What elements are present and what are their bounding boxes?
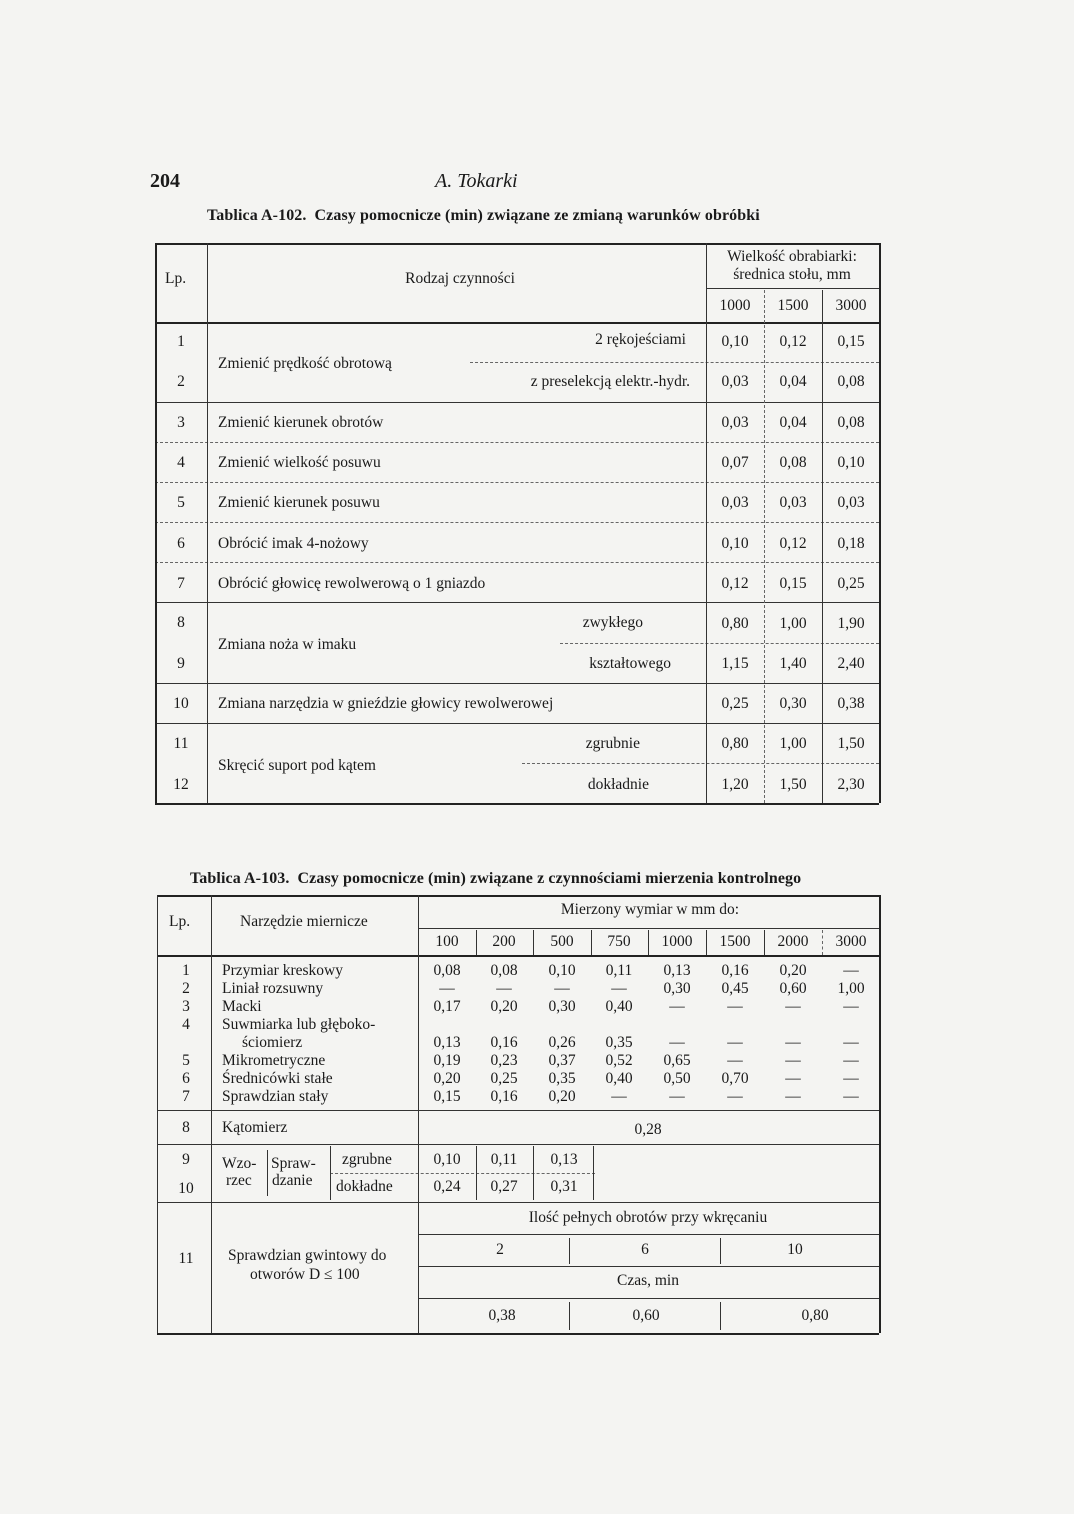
table2-head-rule <box>157 955 879 957</box>
table1-lp: 5 <box>177 494 185 511</box>
table2-size-rule <box>418 928 879 929</box>
table2-top-rule <box>157 895 879 897</box>
table2-cell: 0,11 <box>490 1151 518 1168</box>
table1-row-label: Zmiana narzędzia w gnieździe głowicy rewolwerowej <box>218 695 554 712</box>
table1-cell: 1,50 <box>837 735 865 752</box>
table2-cell: — <box>843 1070 859 1087</box>
table2-cell: 0,80 <box>801 1307 829 1324</box>
table1-right-border <box>879 243 881 803</box>
table2-col-divider <box>569 1238 570 1264</box>
table1-lp: 4 <box>177 454 185 471</box>
table2-cell: — <box>785 1070 801 1087</box>
table2-cell: 1,00 <box>837 980 865 997</box>
table1-cell: 1,00 <box>779 615 807 632</box>
table1-lp: 9 <box>177 655 185 672</box>
table1-cell: 0,03 <box>837 494 865 511</box>
table2-cell: 0,26 <box>548 1034 576 1051</box>
table2-row-label: ściomierz <box>242 1034 303 1051</box>
table2-col-divider <box>476 1146 477 1200</box>
table2-lp: 5 <box>182 1052 190 1069</box>
table2-head-size: 2000 <box>777 933 809 950</box>
table1-lp: 6 <box>177 535 185 552</box>
running-title: A. Tokarki <box>435 170 518 192</box>
table2-cell: — <box>843 1088 859 1105</box>
table2-row-label: Suwmiarka lub głęboko- <box>222 1016 376 1033</box>
table2-lp: 10 <box>178 1180 194 1197</box>
table2-row-label: Kątomierz <box>222 1119 288 1136</box>
table1-cell: 2,30 <box>837 776 865 793</box>
table2-row-rule <box>157 1110 879 1111</box>
table1-cell: 0,80 <box>721 615 749 632</box>
table2-row-rule <box>157 1202 879 1203</box>
table2-lp: 4 <box>182 1016 190 1033</box>
table2-cell: — <box>785 998 801 1015</box>
table1-head-size-line2: średnica stołu, mm <box>733 266 851 283</box>
table2-cell: 0,20 <box>433 1070 461 1087</box>
table2-turns-label: Ilość pełnych obrotów przy wkręcaniu <box>528 1209 768 1226</box>
table2-lp: 3 <box>182 998 190 1015</box>
table2-col-divider <box>533 1146 534 1200</box>
table1-head-size-line1: Wielkość obrabiarki: <box>727 248 857 265</box>
table2-row-label: otworów D ≤ 100 <box>250 1266 360 1283</box>
table2-cell: — <box>843 1034 859 1051</box>
table1-bottom-rule <box>155 803 879 805</box>
table1-lp: 12 <box>173 776 189 793</box>
table2-head-measured: Mierzony wymiar w mm do: <box>560 901 740 918</box>
table2-cell: 0,24 <box>433 1178 461 1195</box>
table2-cell: — <box>669 1034 685 1051</box>
table1-lp: 8 <box>177 614 185 631</box>
table1-cell: 0,04 <box>779 373 807 390</box>
table2-col-divider <box>720 1238 721 1264</box>
table2-cell: — <box>727 998 743 1015</box>
table2-cell: 2 <box>496 1241 504 1258</box>
table1-lp: 10 <box>173 695 189 712</box>
table2-cell: 0,27 <box>490 1178 518 1195</box>
table2-lp: 9 <box>182 1151 190 1168</box>
table1-row-rule <box>155 402 879 403</box>
table2-caption <box>190 870 801 888</box>
table1-top-rule <box>155 243 879 245</box>
table2-lp: 6 <box>182 1070 190 1087</box>
table2-cell: — <box>439 980 455 997</box>
table1-cell: 0,03 <box>721 414 749 431</box>
table2-cell: 0,13 <box>550 1151 578 1168</box>
table1-cell: 2,40 <box>837 655 865 672</box>
table1-sub-label: z preselekcją elektr.-hydr. <box>530 373 690 390</box>
table2-cell: — <box>785 1052 801 1069</box>
table1-row-label: Obrócić głowicę rewolwerową o 1 gniazdo <box>218 575 486 592</box>
table1-head-size: 1500 <box>777 297 809 314</box>
table2-time-label: Czas, min <box>617 1272 679 1289</box>
table2-bottom-rule <box>157 1333 879 1335</box>
table2-head-size: 500 <box>550 933 574 950</box>
table1-sub-label: zwykłego <box>582 614 643 631</box>
table1-cell: 1,20 <box>721 776 749 793</box>
table1-cell: 0,08 <box>779 454 807 471</box>
table2-lp: 7 <box>182 1088 190 1105</box>
table1-row-label: Zmienić wielkość posuwu <box>218 454 381 471</box>
table2-col-divider <box>706 930 707 955</box>
table2-row-rule <box>418 1266 879 1267</box>
table2-head-size: 1000 <box>661 933 693 950</box>
table1-cell: 0,80 <box>721 735 749 752</box>
table2-col-divider <box>822 930 823 955</box>
table1-row-rule <box>155 522 879 523</box>
table1-head-size: 3000 <box>835 297 867 314</box>
table1-cell: 0,12 <box>779 535 807 552</box>
table2-caption-label: Tablica A-103. <box>190 870 290 887</box>
table2-row-rule <box>330 1173 595 1174</box>
table2-cell: 0,20 <box>779 962 807 979</box>
table1-row-rule <box>560 643 879 644</box>
table2-cell: 0,30 <box>548 998 576 1015</box>
table2-row-label: dzanie <box>272 1172 313 1189</box>
table2-row-label: rzec <box>226 1172 252 1189</box>
table1-cell: 0,18 <box>837 535 865 552</box>
table2-cell: 10 <box>787 1241 803 1258</box>
table2-col-divider <box>569 1302 570 1330</box>
table2-cell: — <box>554 980 570 997</box>
table1-lp-divider <box>207 243 208 803</box>
table1-cell: 1,15 <box>721 655 749 672</box>
table2-head-size: 3000 <box>835 933 867 950</box>
table1-lp: 7 <box>177 575 185 592</box>
table2-cell: 0,13 <box>433 1034 461 1051</box>
table1-cell: 0,25 <box>837 575 865 592</box>
table2-cell: 0,08 <box>490 962 518 979</box>
table2-cell: 0,11 <box>605 962 633 979</box>
table2-head-tool: Narzędzie miernicze <box>240 913 368 930</box>
table2-col-divider <box>533 930 534 955</box>
table1-caption-label: Tablica A-102. <box>207 207 307 224</box>
table2-cell: — <box>785 1088 801 1105</box>
table1-head-rule <box>155 322 879 324</box>
table2-cell: — <box>843 1052 859 1069</box>
table2-cell: 0,40 <box>605 1070 633 1087</box>
table1-sub-label: kształtowego <box>589 655 671 672</box>
table1-cell: 0,03 <box>721 494 749 511</box>
table1-row-rule <box>155 562 879 563</box>
table2-cell: 0,16 <box>490 1088 518 1105</box>
table1-cell: 1,90 <box>837 615 865 632</box>
table1-left-border <box>155 243 157 803</box>
table2-row-label: Wzo- <box>222 1155 257 1172</box>
table2-cell: — <box>843 998 859 1015</box>
table2-row-rule <box>157 1144 879 1145</box>
table1-cell: 0,10 <box>837 454 865 471</box>
table1-sub-label: zgrubnie <box>585 735 640 752</box>
table2-row-label: Mikrometryczne <box>222 1052 326 1069</box>
table2-row-label: Średnicówki stałe <box>222 1070 333 1087</box>
table1-row-rule <box>470 362 879 363</box>
table1-lp: 3 <box>177 414 185 431</box>
table1-group-label: Zmiana noża w imaku <box>218 636 357 653</box>
table2-tool-divider <box>418 895 419 1333</box>
table2-col-divider <box>476 930 477 955</box>
table2-cell: — <box>611 1088 627 1105</box>
table2-cell: 0,37 <box>548 1052 576 1069</box>
table1-row-label: Obrócić imak 4-nożowy <box>218 535 369 552</box>
table2-row-rule <box>418 1234 879 1235</box>
table1-cell: 0,10 <box>721 333 749 350</box>
table2-head-size: 1500 <box>719 933 751 950</box>
table1-cell: 0,15 <box>779 575 807 592</box>
table1-cell: 0,25 <box>721 695 749 712</box>
table2-cell: 0,52 <box>605 1052 633 1069</box>
table2-row-label: Sprawdzian gwintowy do <box>228 1247 387 1264</box>
table1-cell: 0,04 <box>779 414 807 431</box>
table2-head-size: 200 <box>492 933 516 950</box>
table2-cell: 0,17 <box>433 998 461 1015</box>
table1-group-label: Skręcić suport pod kątem <box>218 757 376 774</box>
table1-cell: 0,03 <box>721 373 749 390</box>
table2-cell: 0,15 <box>433 1088 461 1105</box>
table1-col-divider <box>764 290 765 803</box>
table1-sub-label: dokładnie <box>587 776 649 793</box>
table2-head-lp: Lp. <box>169 913 191 930</box>
table1-row-rule <box>155 723 879 724</box>
table2-caption-text: Czasy pomocnicze (min) związane z czynnościami mierzenia kontrolnego <box>297 870 802 887</box>
table2-left-border <box>157 895 158 1333</box>
table2-cell: 0,16 <box>490 1034 518 1051</box>
table1-row-rule <box>155 482 879 483</box>
table2-cell: 6 <box>641 1241 649 1258</box>
table2-row-label: Przymiar kreskowy <box>222 962 343 979</box>
table1-cell: 0,10 <box>721 535 749 552</box>
table2-sub-label: dokładne <box>336 1178 393 1195</box>
table2-cell: 0,35 <box>605 1034 633 1051</box>
table2-cell: — <box>727 1052 743 1069</box>
table1-row-label: Zmienić kierunek posuwu <box>218 494 380 511</box>
table2-cell: — <box>611 980 627 997</box>
table2-lp: 2 <box>182 980 190 997</box>
table2-cell: — <box>727 1034 743 1051</box>
table1-group-label: Zmienić prędkość obrotową <box>218 355 392 372</box>
table1-cell: 0,38 <box>837 695 865 712</box>
table2-cell: 0,19 <box>433 1052 461 1069</box>
table1-cell: 0,08 <box>837 414 865 431</box>
table2-row-label: Liniał rozsuwny <box>222 980 324 997</box>
table2-right-border <box>879 895 881 1333</box>
table2-col-divider <box>593 1146 594 1200</box>
table1-cell: 0,12 <box>779 333 807 350</box>
table2-col-divider <box>764 930 765 955</box>
table1-cell: 0,30 <box>779 695 807 712</box>
table2-cell: 0,30 <box>663 980 691 997</box>
table1-row-rule <box>155 683 879 684</box>
table1-head-lp: Lp. <box>165 270 187 287</box>
table2-cell: 0,70 <box>721 1070 749 1087</box>
table1-cell: 0,12 <box>721 575 749 592</box>
table1-row-rule <box>522 763 879 764</box>
table2-head-size: 750 <box>607 933 631 950</box>
table2-head-size: 100 <box>435 933 459 950</box>
table2-cell: 0,13 <box>663 962 691 979</box>
table1-cell: 0,07 <box>721 454 749 471</box>
table2-cell: 0,10 <box>548 962 576 979</box>
table2-cell: 0,23 <box>490 1052 518 1069</box>
table1-caption <box>207 207 760 225</box>
table2-cell: — <box>727 1088 743 1105</box>
table2-cell: 0,60 <box>632 1307 660 1324</box>
table1-cell: 0,15 <box>837 333 865 350</box>
table2-sub-label: zgrubne <box>342 1151 392 1168</box>
table2-cell: 0,65 <box>663 1052 691 1069</box>
table1-cell: 1,50 <box>779 776 807 793</box>
table2-col-divider <box>720 1302 721 1330</box>
table1-head-operation: Rodzaj czynności <box>405 270 515 287</box>
table2-cell: 0,40 <box>605 998 633 1015</box>
table1-cell: 1,00 <box>779 735 807 752</box>
table2-cell: 0,20 <box>490 998 518 1015</box>
table1-col-divider <box>822 290 823 803</box>
table2-cell: — <box>843 962 859 979</box>
table2-row-label: Macki <box>222 998 262 1015</box>
table2-lp: 1 <box>182 962 190 979</box>
table2-cell: — <box>785 1034 801 1051</box>
table1-lp: 11 <box>173 735 189 752</box>
table1-size-divider <box>706 243 707 803</box>
table1-sub-label: 2 rękojeściami <box>595 331 686 348</box>
table2-lp: 8 <box>182 1119 190 1136</box>
table2-cell: 0,20 <box>548 1088 576 1105</box>
table2-cell: 0,28 <box>634 1121 662 1138</box>
table2-cell: — <box>669 998 685 1015</box>
table2-cell: 0,10 <box>433 1151 461 1168</box>
table1-caption-text: Czasy pomocnicze (min) związane ze zmianą warunków obróbki <box>314 207 760 224</box>
table2-cell: — <box>496 980 512 997</box>
table2-col-divider <box>330 1146 331 1200</box>
table2-col-divider <box>267 1150 268 1196</box>
table2-cell: 0,25 <box>490 1070 518 1087</box>
table1-lp: 1 <box>177 333 185 350</box>
table2-cell: 0,45 <box>721 980 749 997</box>
table2-lp-divider <box>211 895 212 1333</box>
table1-row-rule <box>155 602 879 603</box>
table2-cell: 0,16 <box>721 962 749 979</box>
table2-row-label: Spraw- <box>271 1155 316 1172</box>
table2-cell: 0,38 <box>488 1307 516 1324</box>
table2-cell: 0,31 <box>550 1178 578 1195</box>
page-number: 204 <box>150 170 180 192</box>
table2-cell: 0,08 <box>433 962 461 979</box>
table2-col-divider <box>648 930 649 955</box>
table2-row-label: Sprawdzian stały <box>222 1088 329 1105</box>
table2-cell: 0,60 <box>779 980 807 997</box>
table1-cell: 0,03 <box>779 494 807 511</box>
table2-lp: 11 <box>178 1250 194 1267</box>
table1-lp: 2 <box>177 373 185 390</box>
table1-row-rule <box>155 442 879 443</box>
table1-row-label: Zmienić kierunek obrotów <box>218 414 384 431</box>
table2-cell: 0,50 <box>663 1070 691 1087</box>
table2-col-divider <box>591 930 592 955</box>
table1-cell: 1,40 <box>779 655 807 672</box>
table1-size-rule <box>706 288 879 289</box>
table2-row-rule <box>418 1298 879 1299</box>
table2-cell: — <box>669 1088 685 1105</box>
table1-cell: 0,08 <box>837 373 865 390</box>
table1-head-size: 1000 <box>719 297 751 314</box>
table2-cell: 0,35 <box>548 1070 576 1087</box>
